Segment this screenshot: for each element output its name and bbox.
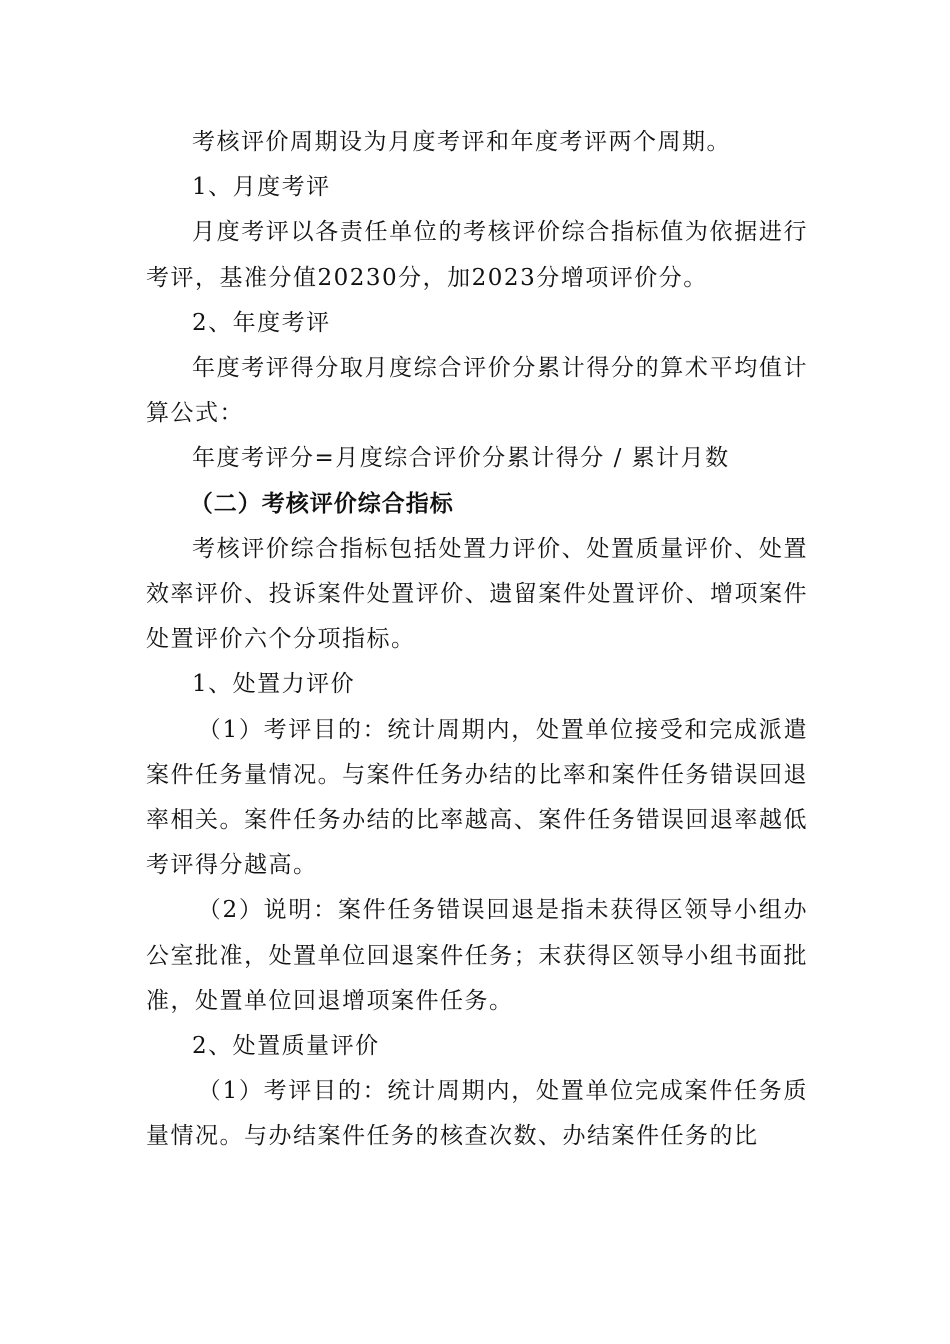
paragraph-quality-purpose: （1）考评目的：统计周期内，处置单位完成案件任务质量情况。与办结案件任务的核查次数、办结案件任务的比 [146,1078,808,1150]
paragraph-monthly-assessment: 月度考评以各责任单位的考核评价综合指标值为依据进行考评，基准分值20230分，加2023分增项评价分。 [146,219,808,291]
paragraph-capacity-note: （2）说明：案件任务错误回退是指未获得区领导小组办公室批准，处置单位回退案件任务；末获得区领导小组书面批准，处置单位回退增项案件任务。 [146,897,808,1014]
paragraph-assessment-cycle: 考核评价周期设为月度考评和年度考评两个周期。 [192,129,731,155]
subheading-disposal-capacity: 1、处置力评价 [192,671,356,698]
document-body [146,120,808,1160]
subheading-disposal-quality: 2、处置质量评价 [192,1033,380,1060]
paragraph-annual-assessment: 年度考评得分取月度综合评价分累计得分的算术平均值计算公式： [146,355,808,427]
paragraph-capacity-purpose: （1）考评目的：统计周期内，处置单位接受和完成派遣案件任务量情况。与案件任务办结的比率和案件任务错误回退率相关。案件任务办结的比率越高、案件任务错误回退率越低考评得分越高。 [146,716,808,879]
section-heading-comprehensive-indicators: （二）考核评价综合指标 [189,490,454,517]
subheading-monthly-assessment: 1、月度考评 [192,174,331,201]
paragraph-annual-formula: 年度考评分=月度综合评价分累计得分 / 累计月数 [192,445,730,472]
subheading-annual-assessment: 2、年度考评 [192,309,331,336]
paragraph-indicators-overview: 考核评价综合指标包括处置力评价、处置质量评价、处置效率评价、投诉案件处置评价、遗留案件处置评价、增项案件处置评价六个分项指标。 [146,535,808,653]
